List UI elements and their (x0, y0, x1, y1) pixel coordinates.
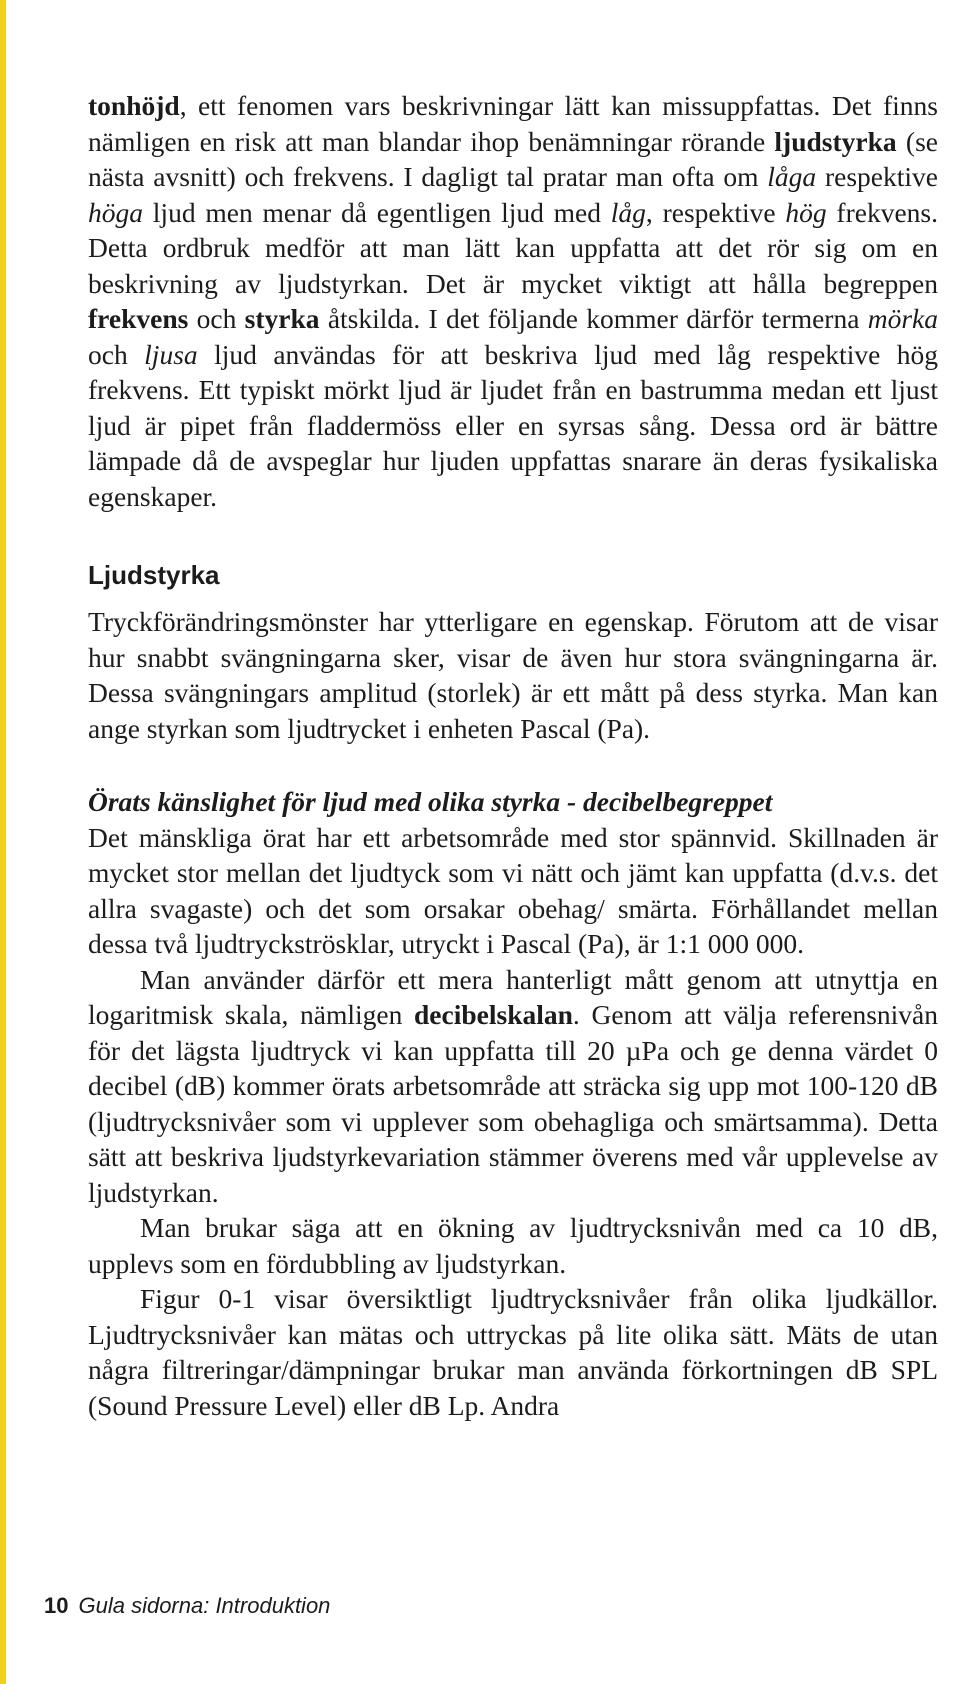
paragraph-arbetsomrade: Det mänskliga örat har ett arbetsområde med stor spännvid. Skillnaden är mycket stor mellan det ljudtyck som vi nätt och jämt kan uppfatta (d.v.s. det allra svagaste) och det som orsakar obehag/ smärta. Förhållandet mellan dessa två ljudtryckströsklar, utryckt i Pascal (Pa), är 1:1 000 000. (88, 821, 938, 959)
paragraph-fordubbling: Man brukar säga att en ökning av ljudtrycksnivån med ca 10 dB, upplevs som en fördubbling av ljudstyrkan. (88, 1212, 938, 1279)
section-title: Gula sidorna: Introduktion (78, 1593, 331, 1618)
section-heading-ljudstyrka: Ljudstyrka (88, 560, 220, 590)
page-number: 10 (44, 1593, 69, 1618)
paragraph-ljudstyrka: Tryckförändringsmönster har ytterligare en egenskap. Förutom att de visar hur snabbt svängningarna sker, visar de även hur stora svängningarna är. Dessa svängningars amplitud (storlek) är ett mått på dess styrka. Man kan ange styrkan som ljudtrycket i enheten Pascal (Pa). (88, 606, 938, 744)
subheading-decibel: Örats känslighet för ljud med olika styrka - decibelbegreppet (88, 786, 773, 817)
page-footer (44, 1592, 330, 1620)
paragraph-decibelskalan: Man använder därför ett mera hanterligt mått genom att utnyttja en logaritmisk skala, nämligen decibelskalan. Genom att välja referensnivån för det lägsta ljudtryck vi kan uppfatta till 20 µPa och ge denna värdet 0 decibel (dB) kommer örats arbetsområde att sträcka sig upp mot 100-120 dB (ljudtrycksnivåer som vi upplever som obehagliga och smärtsamma). Detta sätt att beskriva ljudstyrkevariation stämmer överens med vår upplevelse av ljudstyrkan. (88, 963, 938, 1208)
page-body (88, 88, 938, 1423)
yellow-edge-bar (0, 0, 6, 1684)
paragraph-tonhojd: tonhöjd, ett fenomen vars beskrivningar lätt kan missuppfattas. Det finns nämligen en risk att man blandar ihop benämningar rörande ljudstyrka (se nästa avsnitt) och frekvens. I dagligt tal pratar man ofta om låga respektive höga ljud men menar då egentligen ljud med låg, respektive hög frekvens. Detta ordbruk medför att man lätt kan uppfatta att det rör sig om en beskrivning av ljudstyrkan. Det är mycket viktigt att hålla begreppen frekvens och styrka åtskilda. I det följande kommer därför termerna mörka och ljusa ljud användas för att beskriva ljud med låg respektive hög frekvens. Ett typiskt mörkt ljud är ljudet från en bastrumma medan ett ljust ljud är pipet från fladdermöss eller en syrsas sång. Dessa ord är bättre lämpade då de avspeglar hur ljuden uppfattas snarare än deras fysikaliska egenskaper. (88, 90, 938, 512)
paragraph-figur: Figur 0-1 visar översiktligt ljudtrycksnivåer från olika ljudkällor. Ljudtrycksnivåer kan mätas och uttryckas på lite olika sätt. Mäts de utan några filtreringar/dämpningar brukar man använda förkortningen dB SPL (Sound Pressure Level) eller dB Lp. Andra (88, 1283, 938, 1421)
